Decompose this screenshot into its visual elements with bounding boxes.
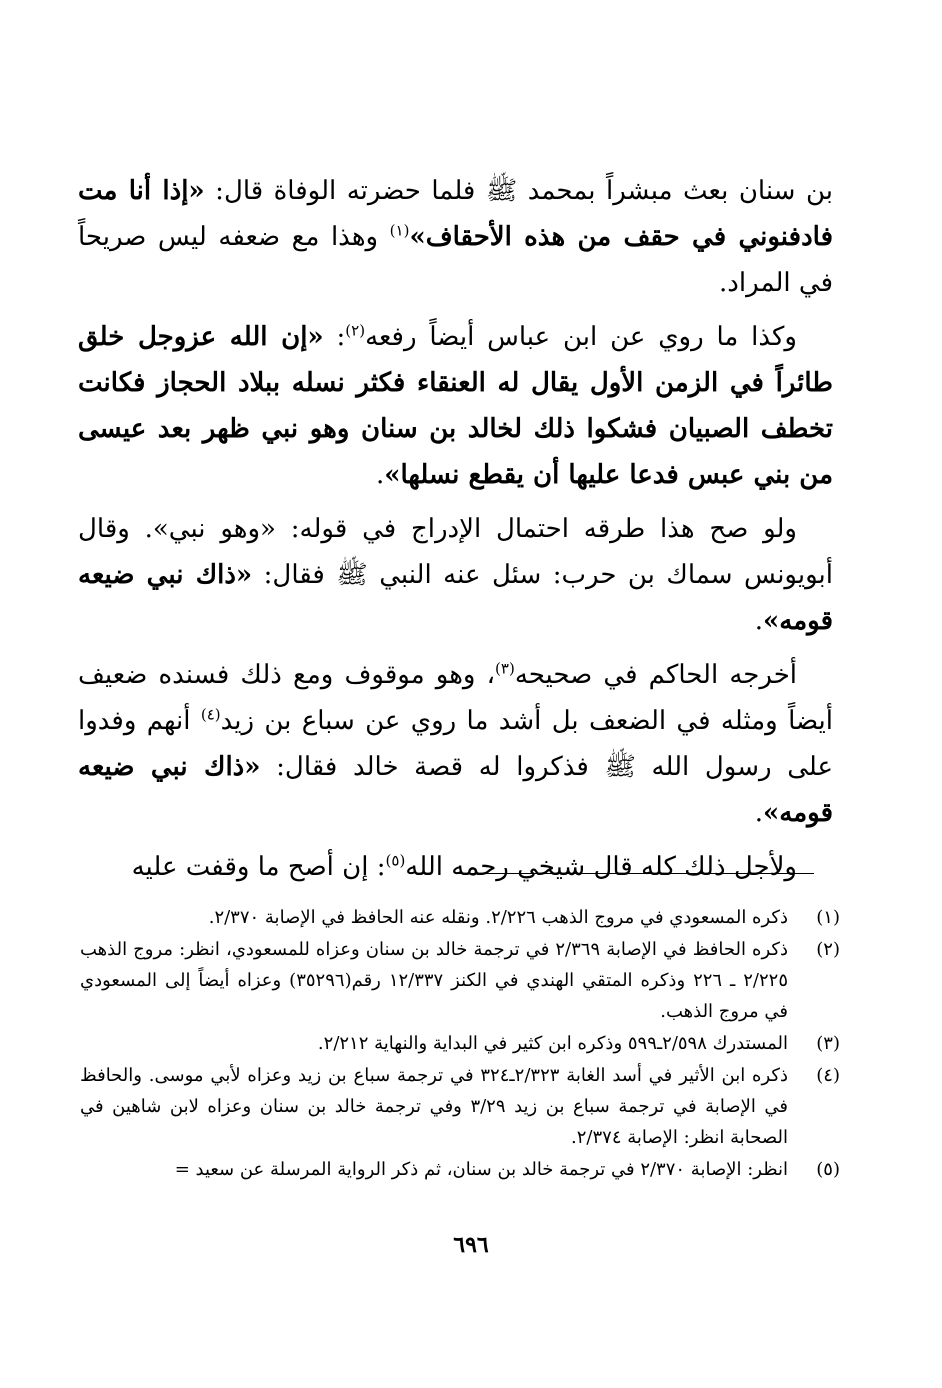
footnote-number: (٥) xyxy=(816,1159,840,1180)
text-run: . xyxy=(375,460,385,490)
paragraph xyxy=(78,844,833,890)
footnote-number: (١) xyxy=(816,907,840,928)
text-run: ، وهو موقوف ومع ذلك فسنده ضعيف أيضاً ومثله في الضعف بل أشد ما روي عن سباع بن زيد xyxy=(78,660,833,736)
text-run: أخرجه الحاكم في صحيحه xyxy=(514,660,798,690)
footnote-number: (٢) xyxy=(816,939,840,960)
quotation: «ذاك نبي ضيعه قومه» xyxy=(78,752,833,828)
footnote-number: (٣) xyxy=(816,1033,840,1054)
page-number: ٦٩٦ xyxy=(453,1232,489,1258)
footnote-separator xyxy=(456,873,814,874)
text-run: ولو صح هذا طرقه احتمال الإدراج في قوله: «وهو نبي». وقال أبويونس سماك بن حرب: سئل عنه النبي ﷺ فقال: xyxy=(78,514,833,590)
main-text xyxy=(78,168,833,898)
paragraph xyxy=(78,314,833,498)
text-run: . xyxy=(754,798,764,828)
footnote-text: المستدرك ٢/٥٩٨ـ٥٩٩ وذكره ابن كثير في البداية والنهاية ٢/٢١٢. xyxy=(317,1033,788,1054)
footnote-ref: (٥) xyxy=(385,851,406,870)
footnote-number: (٤) xyxy=(816,1065,840,1086)
paragraph xyxy=(78,652,833,836)
quotation: «ذاك نبي ضيعه قومه» xyxy=(78,560,833,636)
footnote-ref: (١) xyxy=(389,221,410,240)
footnote xyxy=(80,934,840,1027)
quotation: «إن الله عزوجل خلق طائراً في الزمن الأول يقال له العنقاء فكثر نسله ببلاد الحجاز فكانت تخطف الصبيان فشكوا ذلك لخالد بن سنان وهو نبي ظهر بعد عيسى من بني عبس فدعا عليها أن يقطع نسلها» xyxy=(78,322,833,490)
footnote-ref: (٤) xyxy=(200,705,221,724)
text-run: وهذا مع ضعفه ليس صريحاً في المراد. xyxy=(78,222,833,298)
paragraph xyxy=(78,506,833,644)
quotation: «إذا أنا مت فادفنوني في حقف من هذه الأحقاف» xyxy=(78,176,834,252)
text-run: وكذا ما روي عن ابن عباس أيضاً رفعه xyxy=(365,322,797,352)
footnotes xyxy=(80,902,840,1186)
text-run: : إن أصح ما وقفت عليه xyxy=(131,852,386,882)
text-run: ولأجل ذلك كله قال شيخي رحمه الله xyxy=(405,852,797,882)
text-run: : xyxy=(323,322,346,352)
footnote xyxy=(80,1154,840,1185)
footnote xyxy=(80,902,840,933)
footnote xyxy=(80,1060,840,1153)
footnote-ref: (٢) xyxy=(345,321,366,340)
text-run: . xyxy=(754,606,764,636)
text-run: أنهم وفدوا على رسول الله ﷺ فذكروا له قصة خالد فقال: xyxy=(78,706,833,782)
footnote xyxy=(80,1028,840,1059)
footnote-text: ذكره ابن الأثير في أسد الغابة ٢/٣٢٣ـ٣٢٤ في ترجمة سباع بن زيد وعزاه لأبي موسى. والحافظ في الإصابة في ترجمة سباع بن زيد ٣/٢٩ وفي ترجمة خالد بن سنان وعزاه لابن شاهين في الصحابة انظر: الإصابة ٢/٣٧٤. xyxy=(80,1065,789,1148)
footnote-text: ذكره الحافظ في الإصابة ٢/٣٦٩ في ترجمة خالد بن سنان وعزاه للمسعودي، انظر: مروج الذهب ٢/٢٢٥ ـ ٢٢٦ وذكره المتقي الهندي في الكنز ١٢/٣٣٧ رقم(٣٥٢٩٦) وعزاه أيضاً إلى المسعودي في مروج الذهب. xyxy=(80,939,788,1022)
footnote-ref: (٣) xyxy=(495,659,515,678)
footnote-text: انظر: الإصابة ٢/٣٧٠ في ترجمة خالد بن سنان، ثم ذكر الرواية المرسلة عن سعيد = xyxy=(174,1159,788,1180)
text-run: بن سنان بعث مبشراً بمحمد ﷺ فلما حضرته الوفاة قال: xyxy=(204,176,833,206)
paragraph xyxy=(78,168,833,306)
footnote-text: ذكره المسعودي في مروج الذهب ٢/٢٢٦. ونقله عنه الحافظ في الإصابة ٢/٣٧٠. xyxy=(208,907,788,928)
